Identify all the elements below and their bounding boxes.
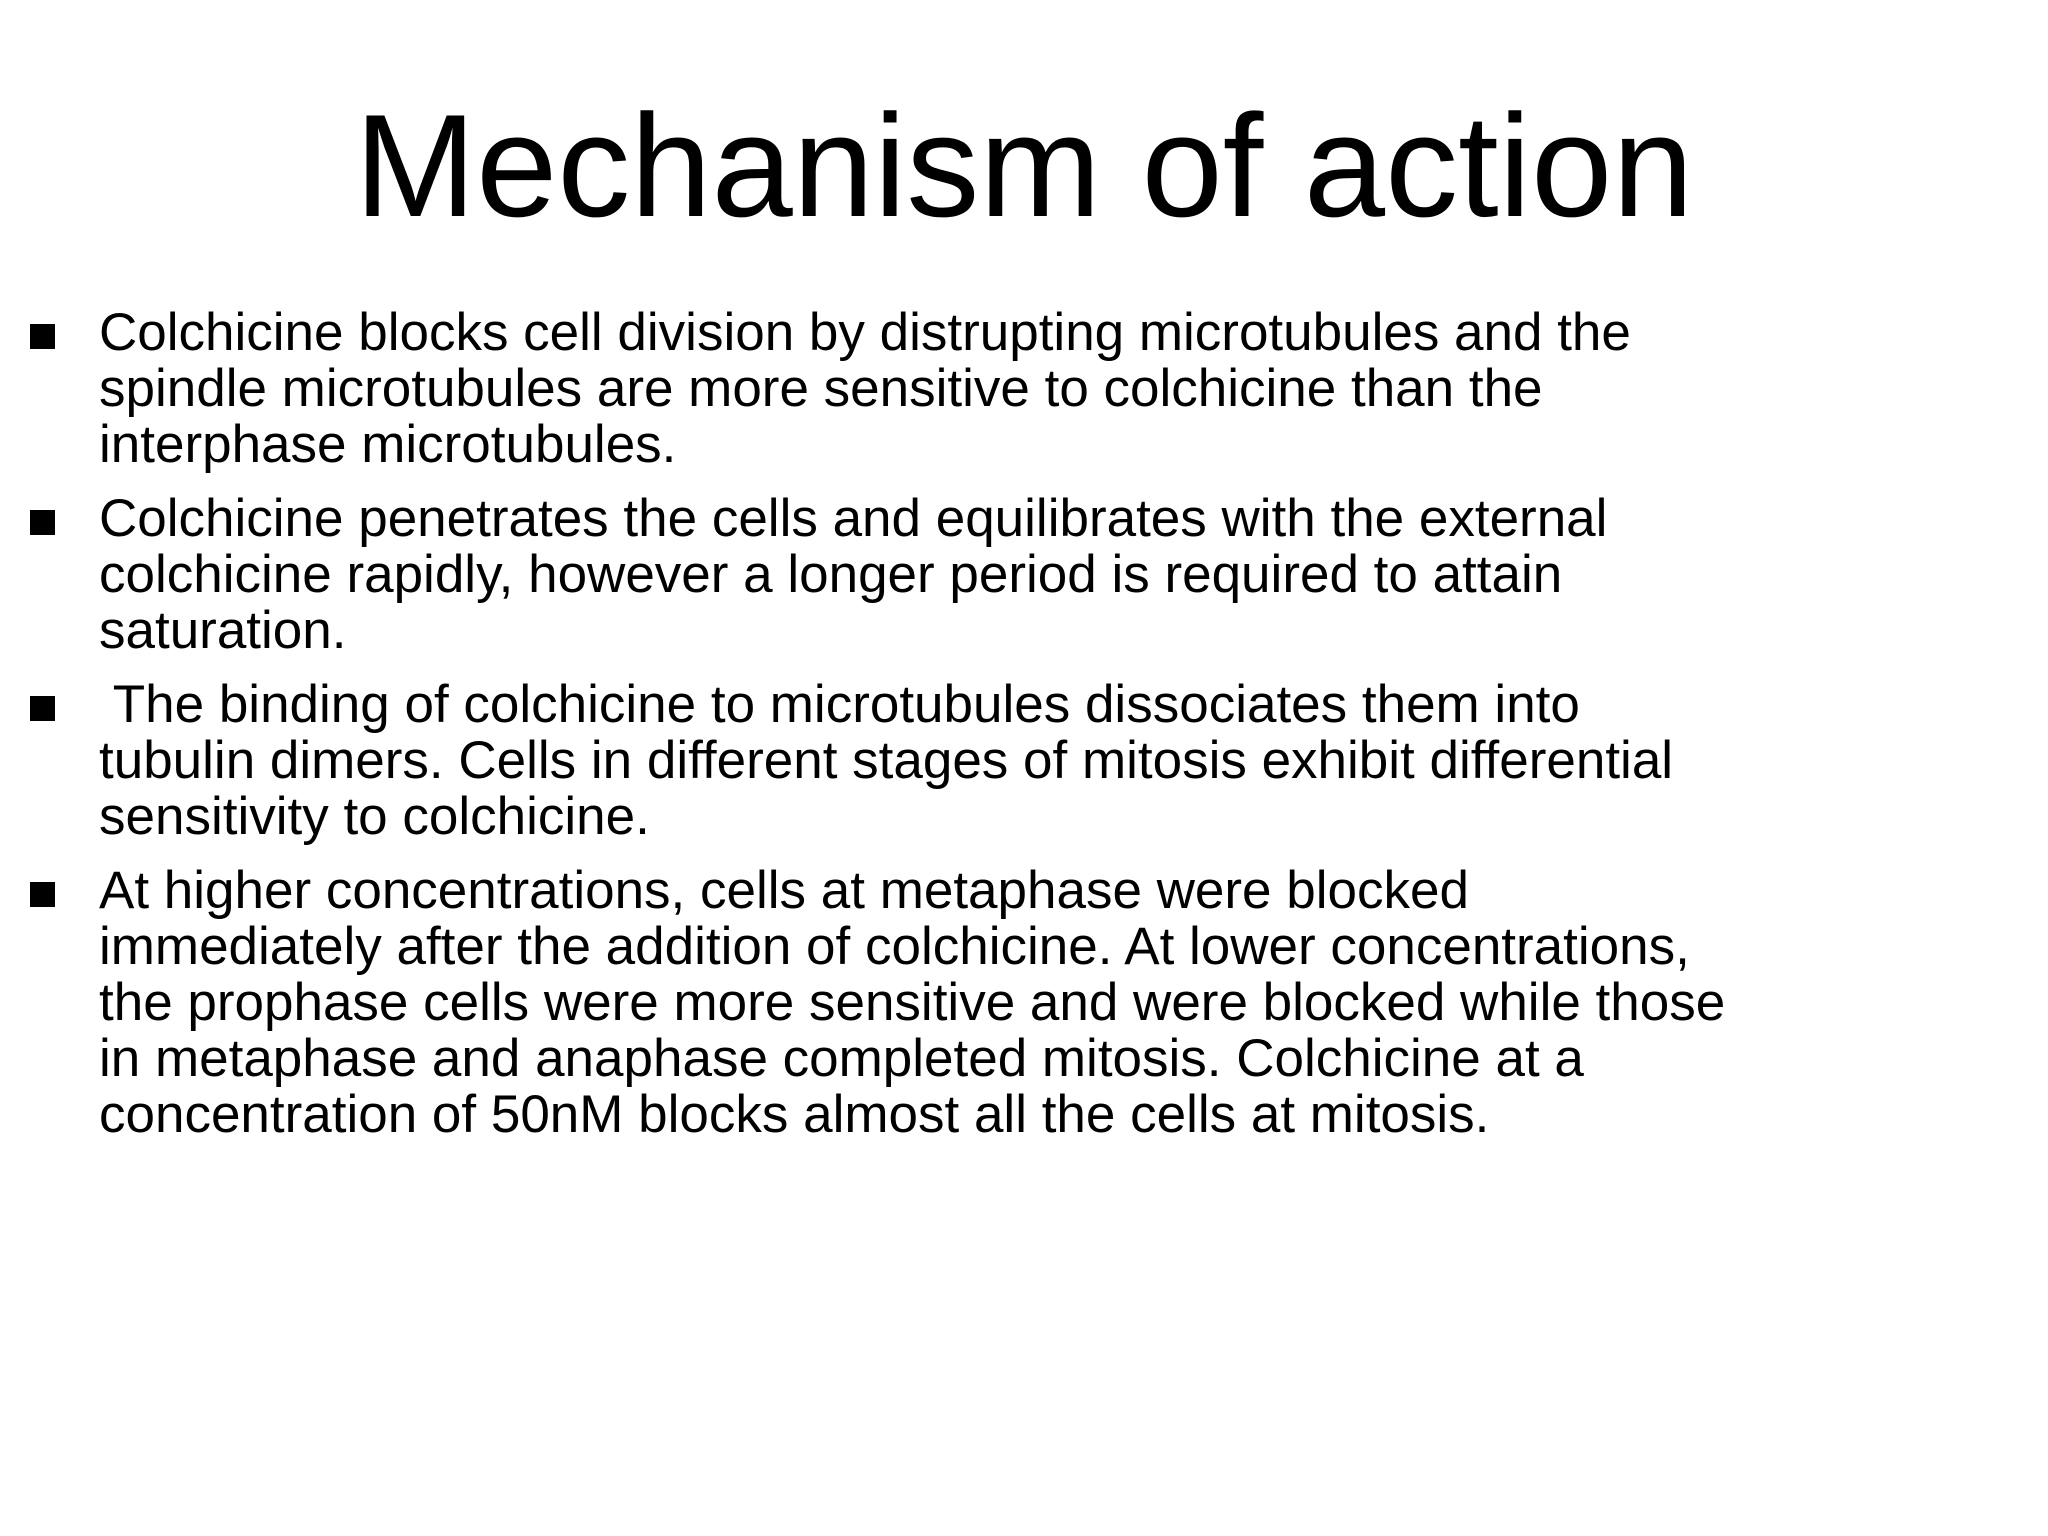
bullet-line: immediately after the addition of colchicine. At lower concentrations, (99, 917, 1690, 976)
bullet-line: Colchicine blocks cell division by distrupting microtubules and the (99, 303, 1631, 362)
bullet-line: concentration of 50nM blocks almost all the cells at mitosis. (99, 1085, 1490, 1144)
bullet-item (0, 863, 1979, 1143)
bullet-line: in metaphase and anaphase completed mitosis. Colchicine at a (99, 1029, 1584, 1088)
bullet-item (0, 677, 1979, 845)
bullet-line: At higher concentrations, cells at metaphase were blocked (99, 861, 1469, 920)
slide-title: Mechanism of action (354, 84, 1694, 247)
bullet-line: interphase microtubules. (99, 415, 677, 474)
bullet-line: colchicine rapidly, however a longer period is required to attain (99, 545, 1563, 604)
bullet-item (0, 305, 1979, 473)
bullet-line: The binding of colchicine to microtubules dissociates them into (99, 675, 1580, 734)
bullet-item (0, 491, 1979, 659)
bullet-line: spindle microtubules are more sensitive to colchicine than the (99, 359, 1543, 418)
bullet-line: tubulin dimers. Cells in different stages of mitosis exhibit differential (99, 731, 1674, 790)
bullet-line: Colchicine penetrates the cells and equilibrates with the external (99, 489, 1608, 548)
bullet-line: sensitivity to colchicine. (99, 787, 650, 846)
square-bullet-icon (30, 696, 55, 721)
square-bullet-icon (30, 510, 55, 535)
bullet-line: the prophase cells were more sensitive and were blocked while those (99, 973, 1726, 1032)
square-bullet-icon (30, 324, 55, 349)
bullet-line: saturation. (99, 601, 347, 660)
square-bullet-icon (30, 882, 55, 907)
bullet-list (0, 305, 2048, 1161)
